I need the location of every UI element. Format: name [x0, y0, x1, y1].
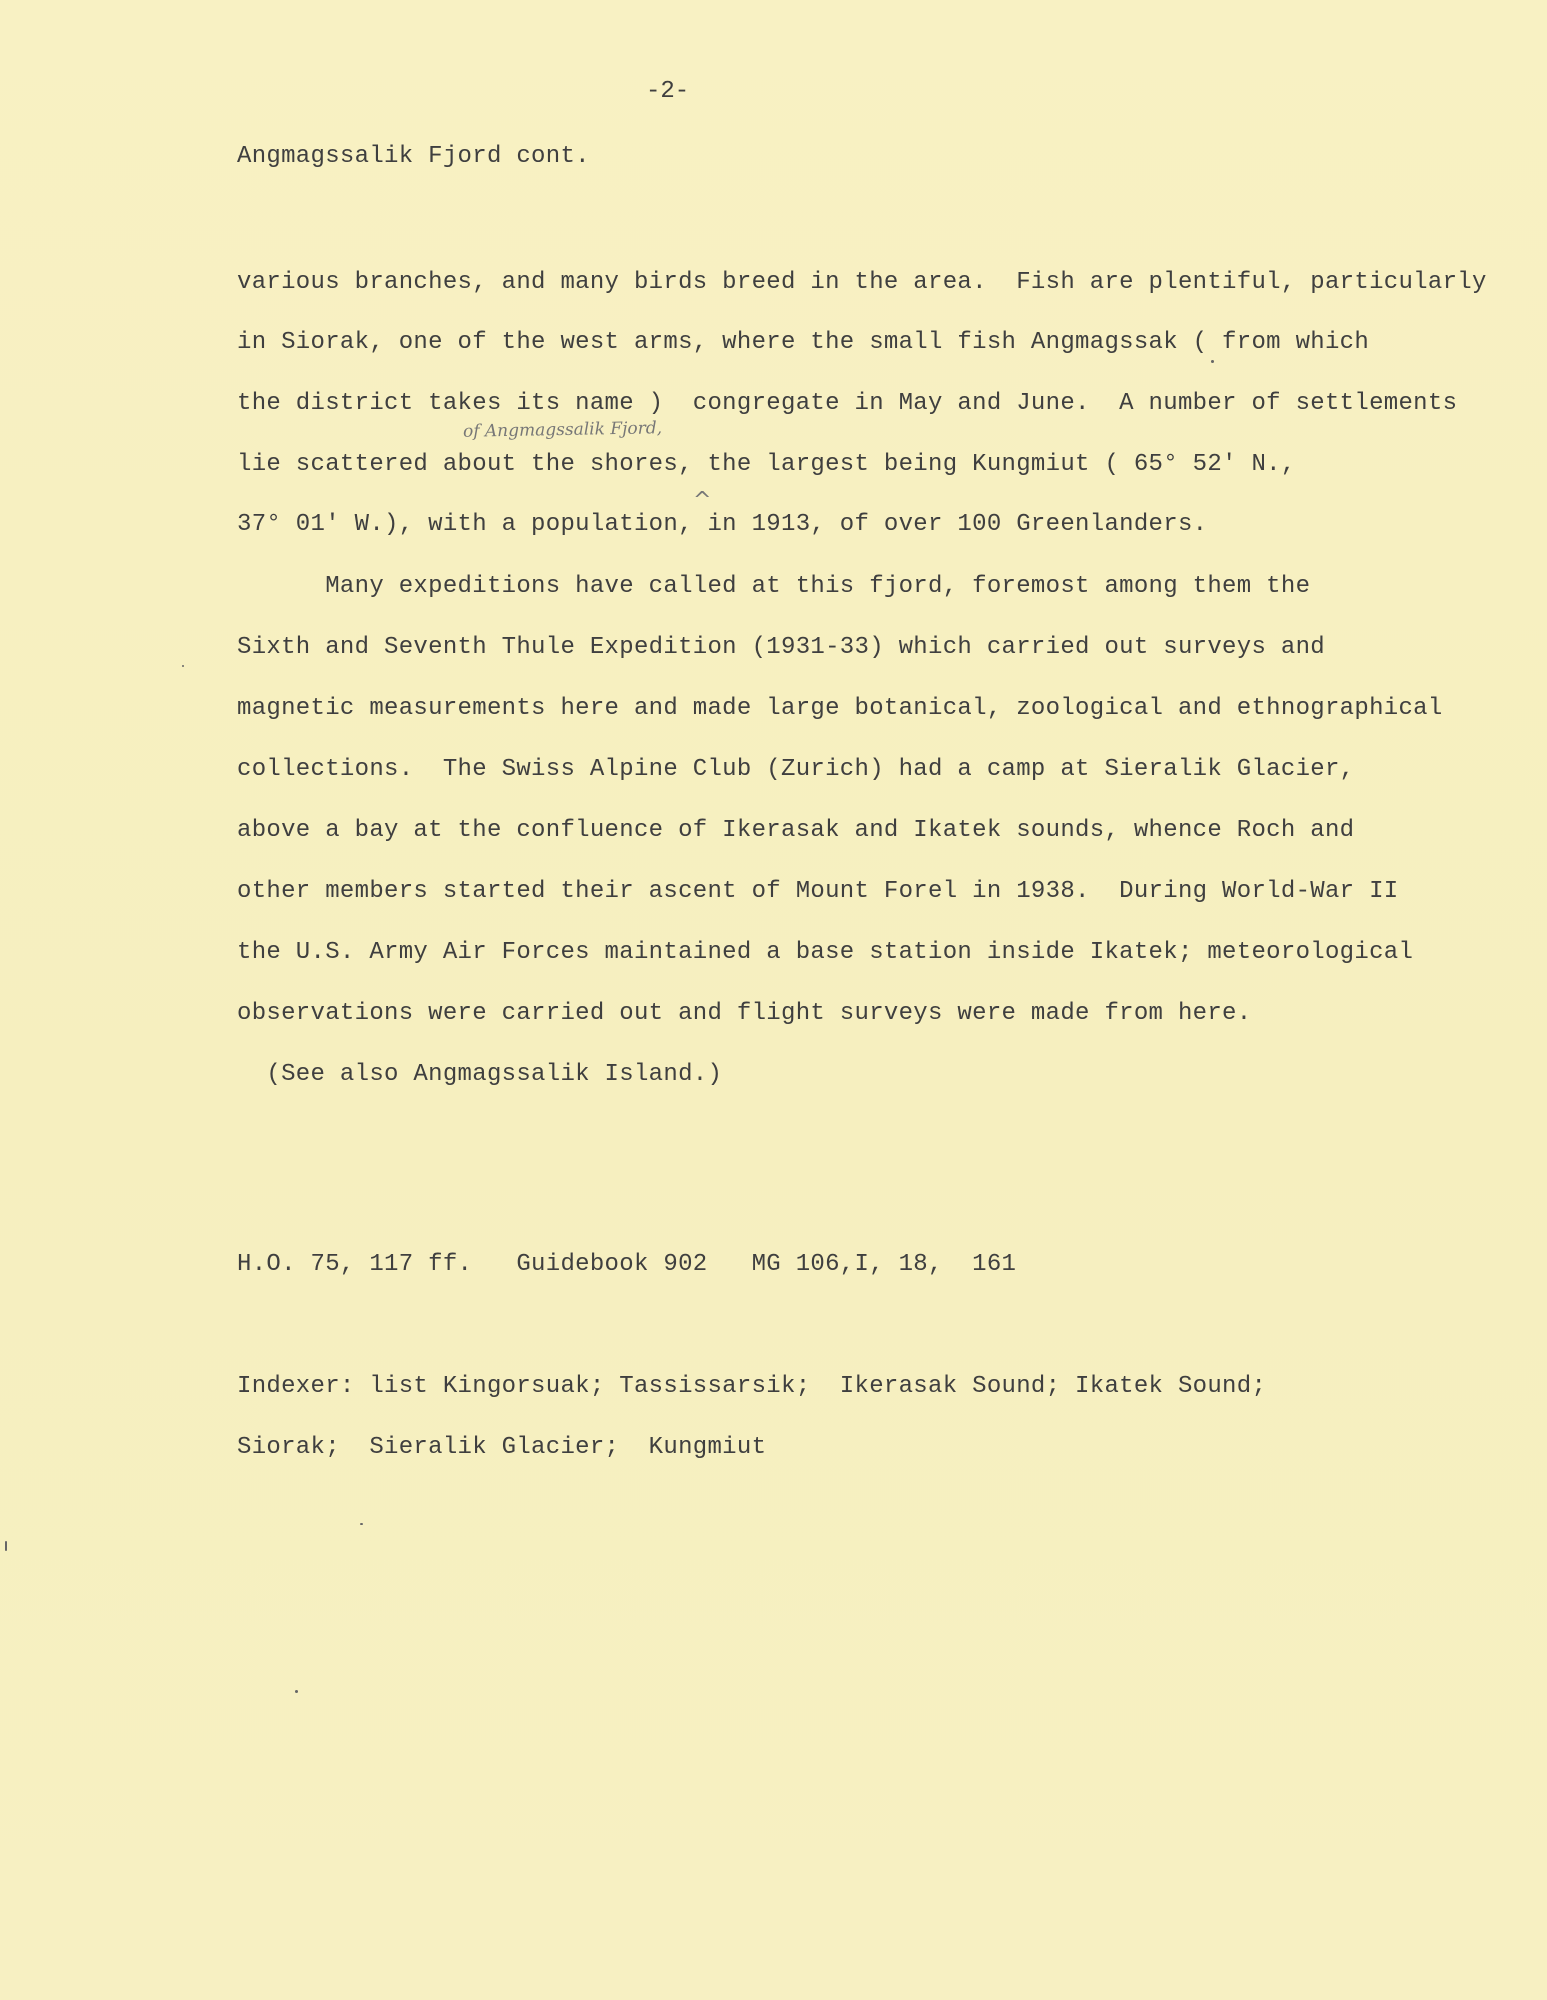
references-line: H.O. 75, 117 ff. Guidebook 902 MG 106,I, 18, 161 — [237, 1251, 1017, 1278]
paragraph-2-line-4: collections. The Swiss Alpine Club (Zurich) had a camp at Sieralik Glacier, — [237, 756, 1355, 783]
paper-speck — [5, 1541, 7, 1551]
see-also-note: (See also Angmagssalik Island.) — [237, 1061, 723, 1088]
paragraph-2-line-5: above a bay at the confluence of Ikerasak and Ikatek sounds, whence Roch and — [237, 817, 1355, 844]
indexer-line-1: Indexer: list Kingorsuak; Tassissarsik; Ikerasak Sound; Ikatek Sound; — [237, 1373, 1267, 1400]
paper-speck — [182, 665, 184, 667]
handwritten-insertion: of Angmagssalik Fjord, — [462, 418, 663, 442]
paragraph-2-line-6: other members started their ascent of Mount Forel in 1938. During World-War II — [237, 878, 1399, 905]
paragraph-2-line-1: Many expeditions have called at this fjord, foremost among them the — [237, 573, 1311, 600]
insertion-caret-icon: ^ — [693, 488, 712, 513]
section-heading: Angmagssalik Fjord cont. — [237, 143, 590, 170]
paragraph-2-line-7: the U.S. Army Air Forces maintained a base station inside Ikatek; meteorological — [237, 939, 1414, 966]
paragraph-2-line-8: observations were carried out and flight surveys were made from here. — [237, 1000, 1252, 1027]
paragraph-1-line-4: lie scattered about the shores, the largest being Kungmiut ( 65° 52' N., — [237, 451, 1296, 478]
paper-speck — [360, 1523, 363, 1525]
paper-speck — [295, 1690, 298, 1693]
page-number: -2- — [646, 78, 690, 105]
paper-speck — [1211, 360, 1214, 363]
paragraph-1-line-3: the district takes its name ) congregate in May and June. A number of settlements — [237, 390, 1458, 417]
paragraph-2-line-3: magnetic measurements here and made large botanical, zoological and ethnographical — [237, 695, 1443, 722]
paragraph-2-line-2: Sixth and Seventh Thule Expedition (1931-33) which carried out surveys and — [237, 634, 1325, 661]
paragraph-1-line-1: various branches, and many birds breed in the area. Fish are plentiful, particularly — [237, 269, 1487, 296]
indexer-line-2: Siorak; Sieralik Glacier; Kungmiut — [237, 1434, 767, 1461]
paragraph-1-line-5: 37° 01' W.), with a population, in 1913, of over 100 Greenlanders. — [237, 511, 1208, 538]
paragraph-1-line-2: in Siorak, one of the west arms, where the small fish Angmagssak ( from which — [237, 329, 1370, 356]
